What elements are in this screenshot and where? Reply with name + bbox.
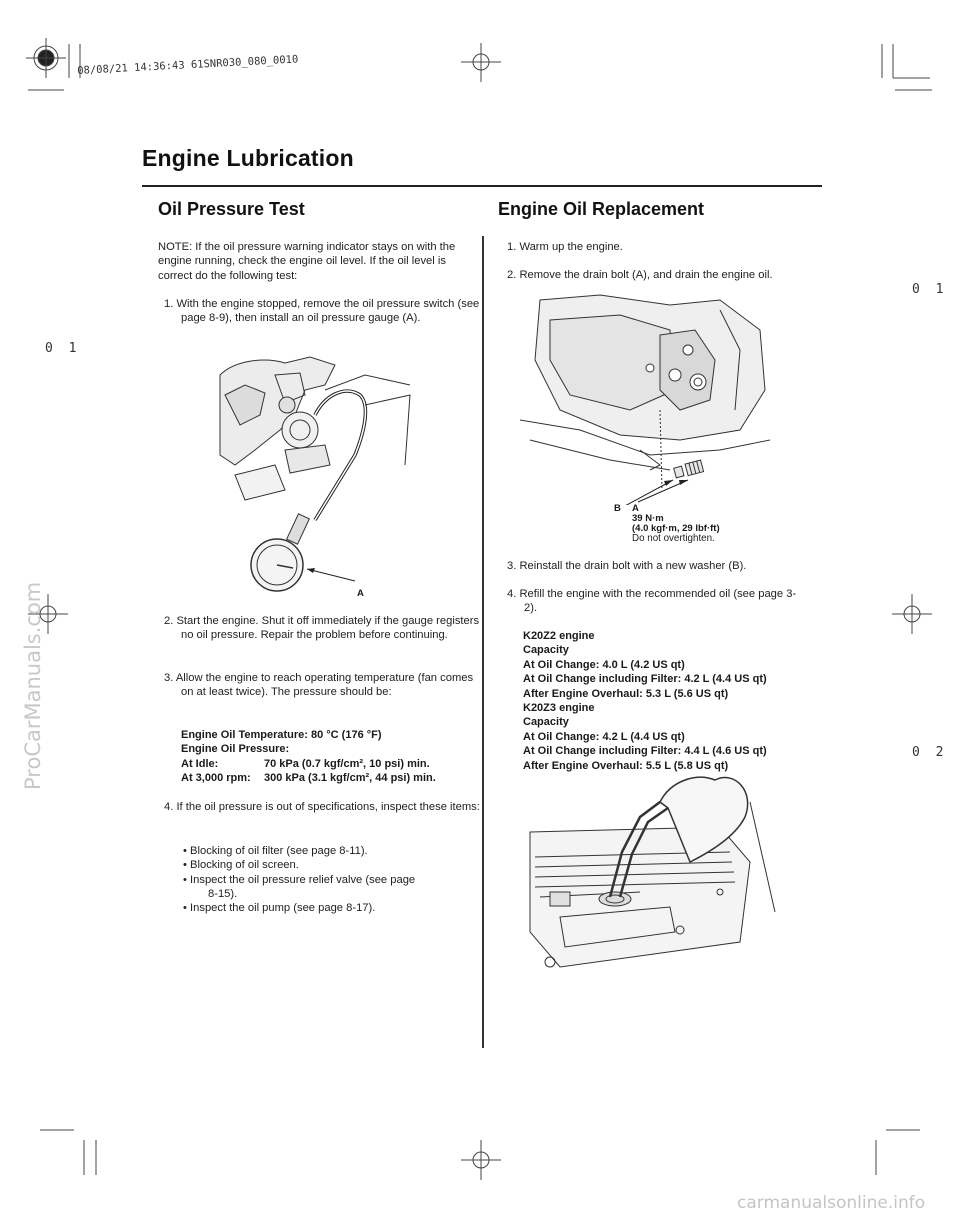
- oil-pressure-step-2: 2. Start the engine. Shut it off immediately if the gauge registers no oil pressure. Repair the problem before continuing.: [164, 615, 480, 642]
- capacity-line: K20Z2 engine: [523, 630, 595, 642]
- torque-spec-alt: (4.0 kgf·m, 29 lbf·ft): [632, 523, 720, 534]
- capacity-line: At Oil Change: 4.2 L (4.4 US qt): [523, 730, 685, 743]
- oil-replacement-step-1: 1. Warm up the engine.: [507, 241, 623, 253]
- oil-pressure-spec: [181, 728, 471, 786]
- oil-pressure-step-1: 1. With the engine stopped, remove the oil pressure switch (see page 8-9), then install an oil pressure gauge (A).: [164, 298, 480, 325]
- capacity-line: After Engine Overhaul: 5.5 L (5.8 US qt): [523, 759, 729, 772]
- oil-replacement-step-2: 2. Remove the drain bolt (A), and drain the engine oil.: [507, 269, 773, 281]
- margin-mark-right-top: 0 1: [912, 282, 948, 297]
- oil-capacity-spec: [523, 629, 823, 773]
- oil-pressure-step-4: 4. If the oil pressure is out of specifications, inspect these items:: [164, 801, 480, 813]
- capacity-line: Capacity: [523, 644, 569, 657]
- print-stamp: 08/08/21 14:36:43 61SNR030_080_0010: [77, 53, 299, 77]
- inspect-items-list: [183, 844, 468, 915]
- drain-bolt-illustration: [520, 290, 770, 505]
- capacity-line: After Engine Overhaul: 5.3 L (5.6 US qt): [523, 687, 729, 700]
- capacity-line: Capacity: [523, 716, 569, 729]
- capacity-line: At Oil Change including Filter: 4.4 L (4.6 US qt): [523, 745, 767, 758]
- spec-idle-value: 70 kPa (0.7 kgf/cm², 10 psi) min.: [264, 757, 430, 770]
- gauge-callout-a: A: [357, 588, 364, 599]
- spec-temperature: Engine Oil Temperature: 80 °C (176 °F): [181, 729, 382, 741]
- capacity-line: At Oil Change: 4.0 L (4.2 US qt): [523, 658, 685, 671]
- torque-spec-nm: 39 N·m: [632, 513, 664, 524]
- capacity-line: K20Z3 engine: [523, 702, 595, 715]
- drain-callout-a: A: [632, 503, 639, 514]
- capacity-line: At Oil Change including Filter: 4.2 L (4.4 US qt): [523, 673, 767, 686]
- oil-pressure-test-heading: Oil Pressure Test: [158, 199, 305, 219]
- list-item: • Inspect the oil pump (see page 8-17).: [183, 902, 376, 915]
- spec-rpm-value: 300 kPa (3.1 kgf/cm², 44 psi) min.: [264, 772, 436, 785]
- margin-mark-right-bottom: 0 2: [912, 745, 948, 760]
- oil-replacement-step-3: 3. Reinstall the drain bolt with a new washer (B).: [507, 560, 747, 572]
- overtighten-caution: Do not overtighten.: [632, 533, 715, 544]
- title-rule: [142, 185, 822, 187]
- drain-callout-b: B: [614, 503, 621, 514]
- list-item: 8-15).: [208, 887, 238, 900]
- spec-idle-label: At Idle:: [181, 757, 219, 770]
- page-title: Engine Lubrication: [142, 145, 354, 171]
- list-item: • Blocking of oil filter (see page 8-11).: [183, 845, 368, 857]
- spec-rpm-label: At 3,000 rpm:: [181, 772, 251, 785]
- oil-replacement-step-4: 4. Refill the engine with the recommended oil (see page 3-2).: [507, 588, 797, 615]
- oil-pressure-step-3: 3. Allow the engine to reach operating temperature (fan comes on at least twice). The pressure should be:: [164, 672, 474, 699]
- column-divider: [482, 236, 484, 1048]
- list-item: • Blocking of oil screen.: [183, 859, 299, 872]
- oil-pressure-gauge-illustration: [215, 355, 415, 600]
- oil-refill-illustration: [520, 772, 780, 977]
- spec-pressure-label: Engine Oil Pressure:: [181, 743, 290, 756]
- watermark-bottom: carmanualsonline.info: [737, 1193, 926, 1213]
- engine-oil-replacement-heading: Engine Oil Replacement: [498, 199, 705, 219]
- oil-pressure-note: NOTE: If the oil pressure warning indicator stays on with the engine running, check the engine oil level. If the oil level is correct do the following test:: [158, 241, 456, 282]
- list-item: • Inspect the oil pressure relief valve (see page: [183, 873, 416, 886]
- margin-mark-left: 0 1: [45, 341, 81, 356]
